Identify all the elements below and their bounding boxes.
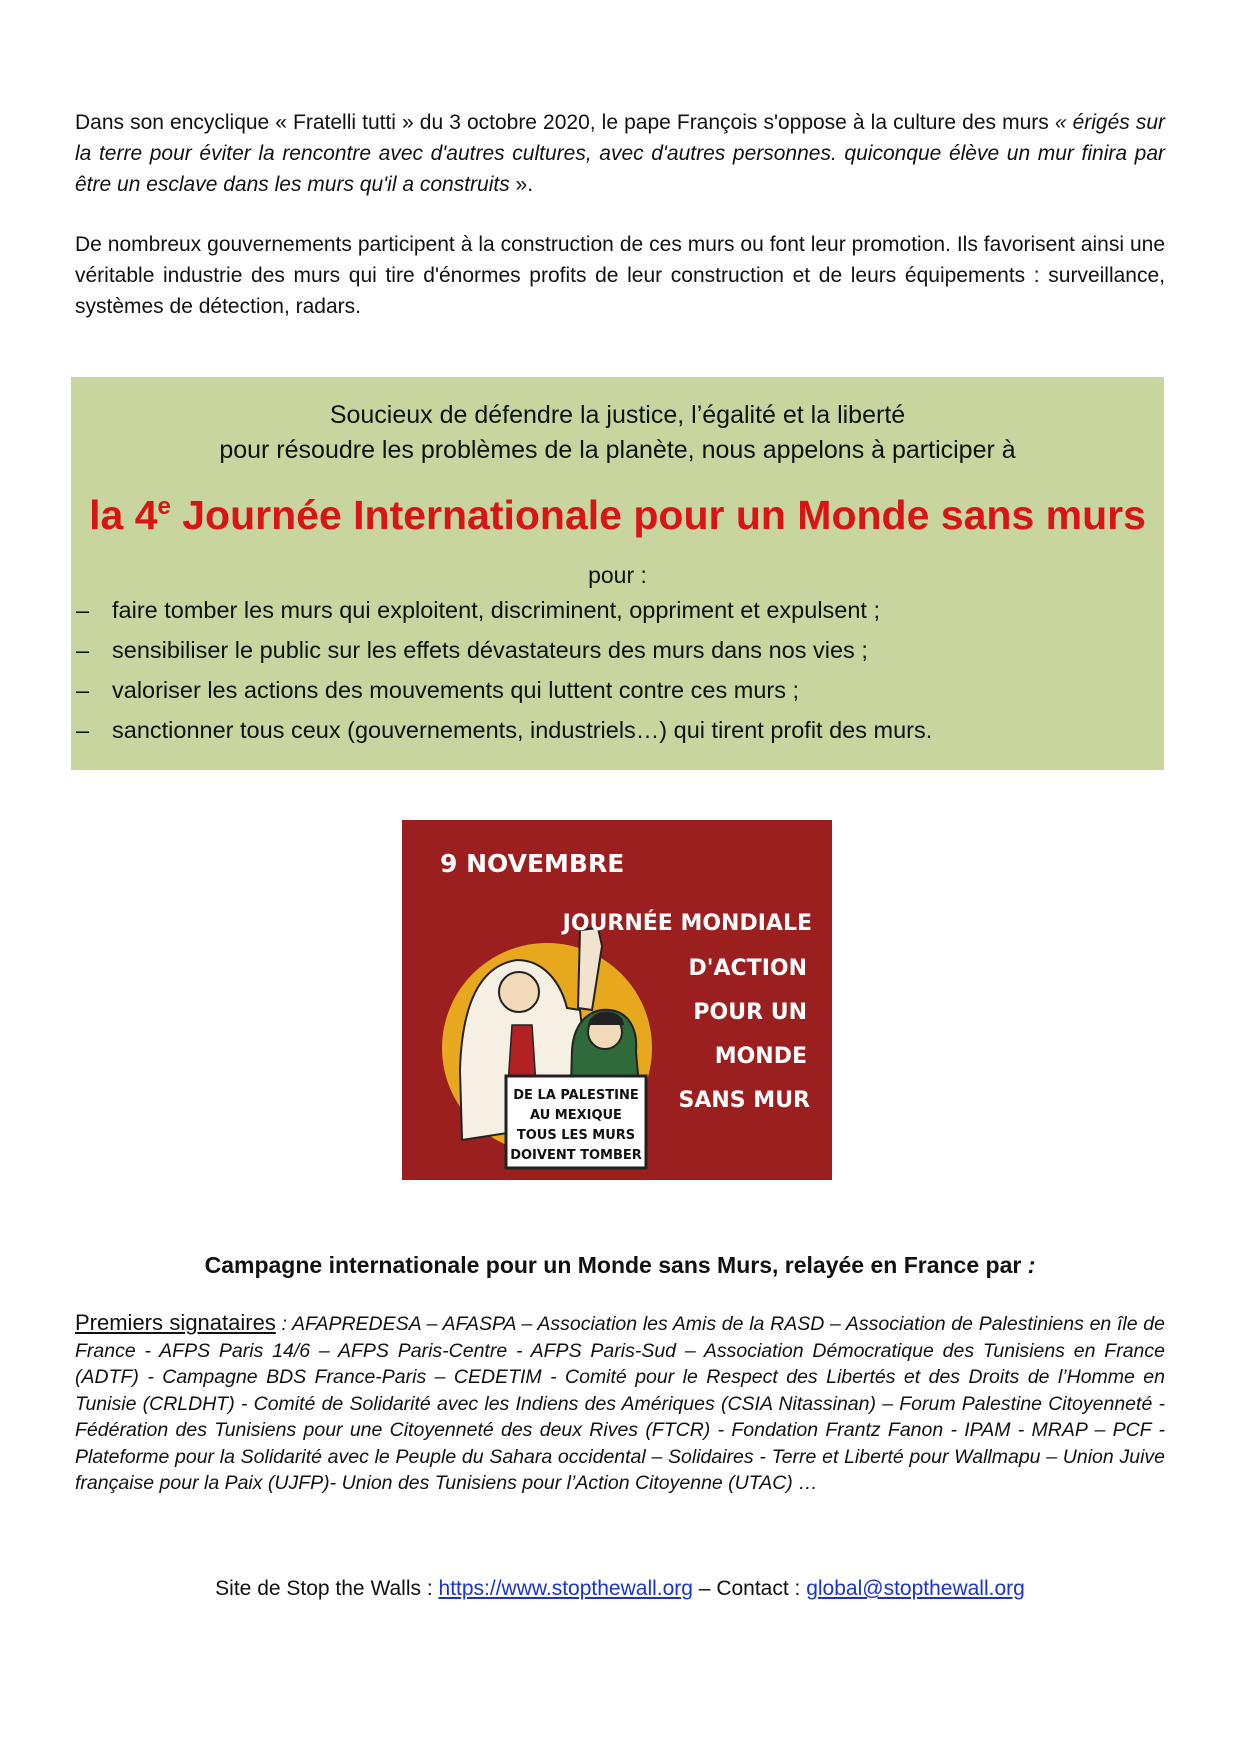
- callout-line-2: pour résoudre les problèmes de la planète, nous appelons à participer à: [219, 436, 1016, 464]
- callout-line-1: Soucieux de défendre la justice, l’égalité et la liberté: [329, 401, 906, 429]
- campaign-colon: :: [1027, 1252, 1036, 1278]
- poster-headline-3: POUR UN: [693, 1000, 807, 1025]
- list-item: [71, 715, 932, 755]
- list-item: [71, 635, 932, 675]
- goal-text: valoriser les actions des mouvements qui luttent contre ces murs ;: [112, 677, 800, 703]
- site-label: Site de Stop the Walls :: [215, 1577, 439, 1600]
- footer: [0, 1574, 1240, 1604]
- poster-date: 9 NOVEMBRE: [440, 849, 625, 878]
- poster-headline-4: MONDE: [714, 1044, 807, 1069]
- intro-text: Dans son encyclique « Fratelli tutti » du 3 octobre 2020, le pape François s'oppose à la culture des murs: [75, 111, 1055, 134]
- event-title: [71, 490, 1164, 540]
- poster-headline-1: JOURNÉE MONDIALE: [562, 911, 812, 936]
- website-link[interactable]: https://www.stopthewall.org: [438, 1577, 693, 1600]
- signatories-list: : AFAPREDESA – AFASPA – Association les Amis de la RASD – Association de Palestiniens en île de France - AFPS Paris 14/6 – AFPS Paris-Centre - AFPS Paris-Sud – Association Démocratique des Tunisiens en France (ADTF) - Campagne BDS France-Paris – CEDETIM - Comité pour le Respect des Libertés et des Droits de l’Homme en Tunisie (CRLDHT) - Comité de Solidarité avec les Indiens des Amériques (CSIA Nitassinan) – Forum Palestine Citoyenneté - Fédération des Tunisiens pour une Citoyenneté des deux Rives (FTCR) - Fondation Frantz Fanon - IPAM - MRAP – PCF - Plateforme pour la Solidarité avec le Peuple du Sahara occidental – Solidaires - Terre et Liberté pour Wallmapu – Union Juive française pour la Paix (UJFP)- Union des Tunisiens pour l’Action Citoyenne (UTAC) …: [75, 1313, 1165, 1494]
- contact-label: – Contact :: [692, 1577, 807, 1600]
- sign-line-2: AU MEXIQUE: [530, 1108, 622, 1123]
- sign-line-1: DE LA PALESTINE: [513, 1088, 639, 1103]
- sign-line-4: DOIVENT TOMBER: [510, 1148, 642, 1163]
- campaign-text: Campagne internationale pour un Monde sans Murs, relayée en France par: [204, 1252, 1028, 1278]
- call-to-action-box: [71, 377, 1164, 770]
- event-poster: [402, 820, 832, 1180]
- goal-text: sanctionner tous ceux (gouvernements, industriels…) qui tirent profit des murs.: [112, 717, 933, 743]
- poster-headline-5: SANS MUR: [678, 1088, 810, 1113]
- intro-paragraph-2: De nombreux gouvernements participent à la construction de ces murs ou font leur promotion. Ils favorisent ainsi une véritable industrie des murs qui tire d'énormes profits de leur construction et de leurs équipements : surveillance, systèmes de détection, radars.: [75, 233, 1165, 318]
- event-title-start: la 4: [89, 492, 158, 538]
- poster-headline-2: D'ACTION: [688, 956, 807, 981]
- intro-paragraph-1: [75, 107, 1165, 200]
- poster-illustration: [402, 820, 832, 1180]
- event-title-ordinal: e: [157, 493, 171, 520]
- list-item: [71, 595, 932, 635]
- contact-email-link[interactable]: global@stopthewall.org: [806, 1577, 1025, 1600]
- intro-quote-close: ».: [509, 173, 534, 196]
- campaign-heading: [0, 1250, 1240, 1280]
- goal-text: sensibiliser le public sur les effets dévastateurs des murs dans nos vies ;: [112, 637, 868, 663]
- dash-bullet: –: [76, 597, 90, 623]
- signatories-label: Premiers signataires: [75, 1310, 276, 1335]
- signatories-paragraph: [75, 1310, 1165, 1497]
- sign-line-3: TOUS LES MURS: [516, 1128, 636, 1143]
- pope-quote: « érigés sur la terre pour éviter la rencontre avec d'autres cultures, avec d'autres personnes. quiconque élève un mur finira par être un esclave dans les murs qu'il a construits: [75, 111, 1166, 196]
- dash-bullet: –: [76, 637, 90, 663]
- list-item: [71, 675, 932, 715]
- goal-text: faire tomber les murs qui exploitent, discriminent, oppriment et expulsent ;: [112, 597, 881, 623]
- event-title-end: Journée Internationale pour un Monde sans murs: [170, 492, 1146, 538]
- goals-intro: pour :: [588, 562, 647, 588]
- goals-list: [71, 595, 932, 755]
- dash-bullet: –: [76, 677, 90, 703]
- dash-bullet: –: [76, 717, 90, 743]
